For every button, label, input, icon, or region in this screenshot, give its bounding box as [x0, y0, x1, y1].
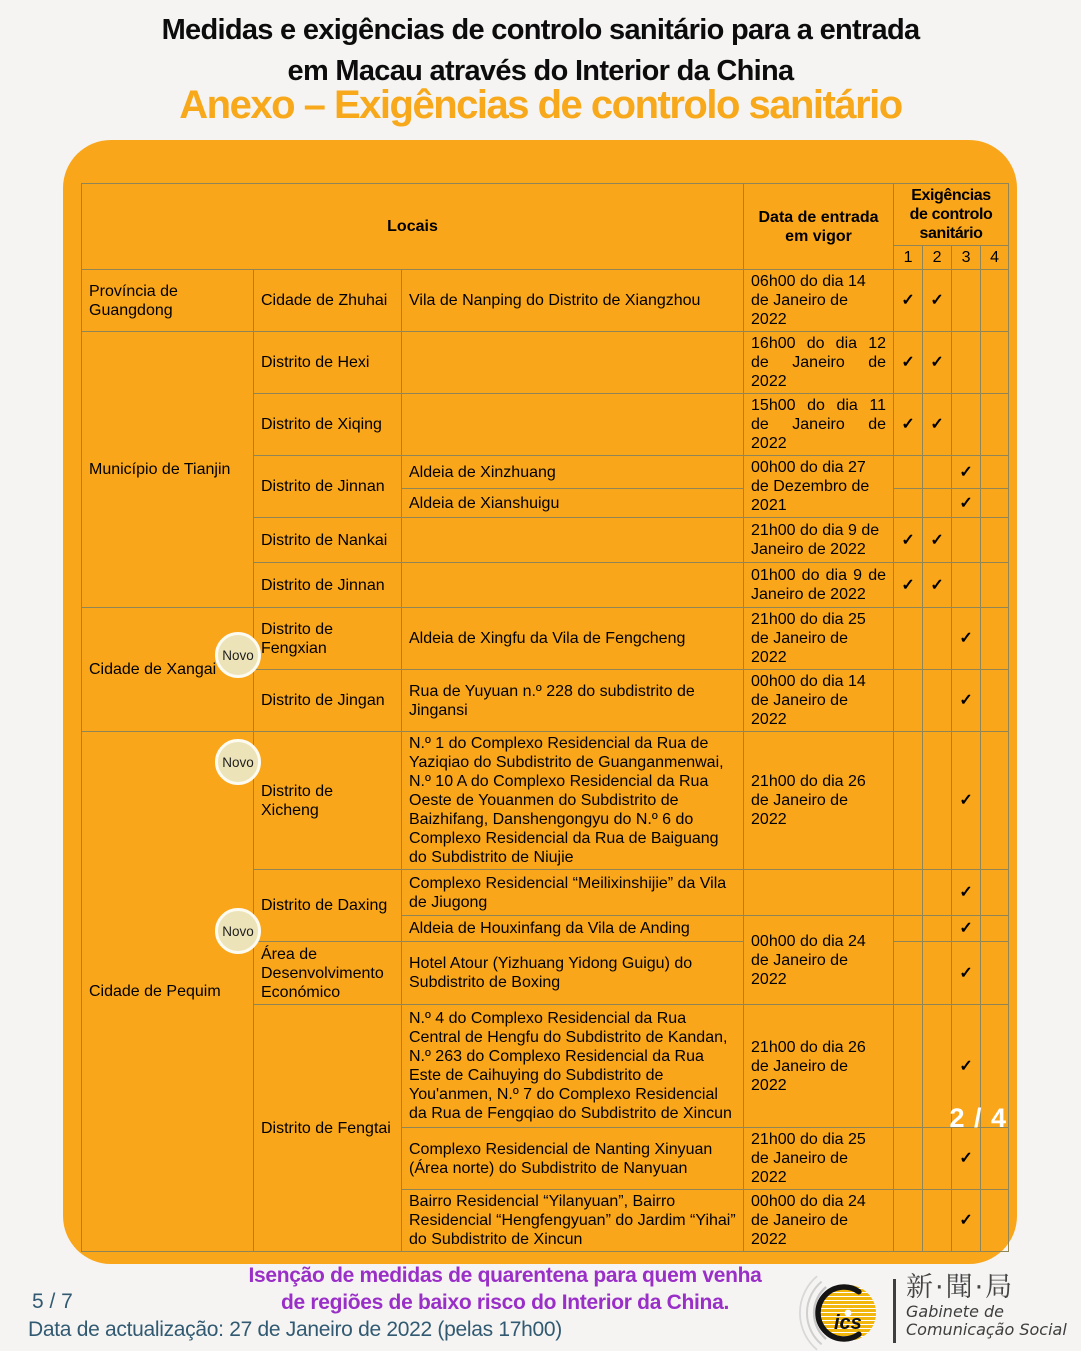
check-cell-1	[894, 670, 923, 732]
check-cell-3: ✓	[952, 1005, 981, 1128]
province-cell: Município de Tianjin	[82, 332, 254, 608]
col-header-date: Data de entrada em vigor	[744, 184, 894, 270]
check-cell-1	[894, 489, 923, 518]
check-cell-2	[923, 1005, 952, 1128]
place-cell: Complexo Residencial de Nanting Xinyuan (Área norte) do Subdistrito de Nanyuan	[402, 1128, 744, 1190]
district-cell: Distrito de Fengtai	[254, 1005, 402, 1252]
req-col-2: 2	[923, 246, 952, 270]
place-cell	[402, 394, 744, 456]
update-date: Data de actualização: 27 de Janeiro de 2022 (pelas 17h00)	[28, 1318, 562, 1341]
logo-pt-name-line-1: Gabinete de	[906, 1302, 1004, 1321]
table-row	[82, 332, 1009, 394]
check-cell-1: ✓	[894, 270, 923, 332]
place-cell: Vila de Nanping do Distrito de Xiangzhou	[402, 270, 744, 332]
district-cell: Distrito de Jinnan	[254, 456, 402, 518]
place-cell: Bairro Residencial “Yilanyuan”, Bairro Residencial “Hengfengyuan” do Jardim “Yihai” do Subdistrito de Xincun	[402, 1190, 744, 1252]
district-cell: Distrito de Jingan	[254, 670, 402, 732]
check-cell-4	[981, 1128, 1009, 1190]
doc-page-number: 5 / 7	[32, 1290, 73, 1313]
check-cell-3	[952, 394, 981, 456]
check-cell-2: ✓	[923, 394, 952, 456]
district-cell: Distrito de Xicheng	[254, 732, 402, 870]
date-cell: 21h00 do dia 26 de Janeiro de 2022	[744, 1005, 894, 1128]
title-line-1: Medidas e exigências de controlo sanitário para a entrada	[161, 14, 920, 46]
check-cell-3: ✓	[952, 916, 981, 942]
check-cell-4	[981, 270, 1009, 332]
check-cell-3	[952, 332, 981, 394]
check-cell-1	[894, 1005, 923, 1128]
date-cell: 00h00 do dia 24 de Janeiro de 2022	[744, 1190, 894, 1252]
check-cell-2	[923, 489, 952, 518]
exemption-note-line-1: Isenção de medidas de quarentena para quem venha	[248, 1264, 762, 1287]
check-cell-4	[981, 332, 1009, 394]
check-cell-4	[981, 670, 1009, 732]
col-header-requirements: Exigências de controlo sanitário	[894, 184, 1009, 246]
date-cell: 00h00 do dia 14 de Janeiro de 2022	[744, 670, 894, 732]
req-col-3: 3	[952, 246, 981, 270]
check-cell-4	[981, 1190, 1009, 1252]
page-title	[0, 10, 1081, 92]
check-cell-3: ✓	[952, 1190, 981, 1252]
check-cell-1	[894, 608, 923, 670]
check-cell-4	[981, 870, 1009, 916]
check-cell-4	[981, 518, 1009, 563]
sanitary-control-table	[81, 183, 1009, 1252]
check-cell-4	[981, 394, 1009, 456]
date-cell: 06h00 do dia 14 de Janeiro de 2022	[744, 270, 894, 332]
logo-pt-name-line-2: Comunicação Social	[906, 1320, 1067, 1339]
check-cell-3: ✓	[952, 732, 981, 870]
district-cell: Distrito de Jinnan	[254, 563, 402, 608]
annex-subtitle: Anexo – Exigências de controlo sanitário	[179, 83, 902, 127]
place-cell: Aldeia de Xianshuigu	[402, 489, 744, 518]
check-cell-1	[894, 456, 923, 489]
check-cell-3	[952, 563, 981, 608]
province-cell: Cidade de Xangai	[82, 608, 254, 732]
place-cell: Complexo Residencial “Meilixinshijie” da Vila de Jiugong	[402, 870, 744, 916]
check-cell-4	[981, 563, 1009, 608]
date-cell: 00h00 do dia 27 de Dezembro de 2021	[744, 456, 894, 518]
orange-panel	[63, 140, 1017, 1264]
check-cell-1	[894, 916, 923, 942]
province-cell: Cidade de Pequim	[82, 732, 254, 1252]
check-cell-2	[923, 942, 952, 1005]
req-col-4: 4	[981, 246, 1009, 270]
exemption-note	[180, 1262, 830, 1316]
logo-divider	[893, 1279, 896, 1343]
check-cell-2: ✓	[923, 518, 952, 563]
check-cell-4	[981, 942, 1009, 1005]
check-cell-2	[923, 456, 952, 489]
check-cell-4	[981, 489, 1009, 518]
district-cell: Distrito de Xiqing	[254, 394, 402, 456]
place-cell	[402, 518, 744, 563]
check-cell-2: ✓	[923, 332, 952, 394]
province-cell: Província de Guangdong	[82, 270, 254, 332]
check-cell-4	[981, 608, 1009, 670]
check-cell-3: ✓	[952, 942, 981, 1005]
check-cell-2	[923, 608, 952, 670]
check-cell-1: ✓	[894, 394, 923, 456]
date-cell	[744, 870, 894, 916]
novo-badge: Novo	[215, 632, 261, 678]
check-cell-4	[981, 916, 1009, 942]
place-cell: N.º 1 do Complexo Residencial da Rua de Yaziqiao do Subdistrito de Guanganmenwai, N.º 10 A do Complexo Residencial da Rua Oeste de Youanmen do Subdistrito de Baizhifang, Danshengongyu do N.º 6 do Complexo Residencial da Rua de Baiguang do Subdistrito de Niujie	[402, 732, 744, 870]
district-cell: Distrito de Fengxian	[254, 608, 402, 670]
date-cell: 16h00 do dia 12 de Janeiro de 2022	[744, 332, 894, 394]
date-cell: 21h00 do dia 9 de Janeiro de 2022	[744, 518, 894, 563]
check-cell-1: ✓	[894, 332, 923, 394]
req-col-1: 1	[894, 246, 923, 270]
place-cell: N.º 4 do Complexo Residencial da Rua Central de Hengfu do Subdistrito de Kandan, N.º 263 do Complexo Residencial da Rua Este de Caihuying do Subdistrito de You'anmen, N.º 7 do Complexo Residencial da Rua de Fengqiao do Subdistrito de Xincun	[402, 1005, 744, 1128]
place-cell: Aldeia de Xinzhuang	[402, 456, 744, 489]
check-cell-2: ✓	[923, 563, 952, 608]
date-cell: 21h00 do dia 25 de Janeiro de 2022	[744, 608, 894, 670]
check-cell-1: ✓	[894, 518, 923, 563]
check-cell-1	[894, 1190, 923, 1252]
district-cell: Cidade de Zhuhai	[254, 270, 402, 332]
place-cell: Aldeia de Houxinfang da Vila de Anding	[402, 916, 744, 942]
check-cell-3: ✓	[952, 1128, 981, 1190]
check-cell-2	[923, 670, 952, 732]
check-cell-1	[894, 870, 923, 916]
check-cell-1	[894, 732, 923, 870]
district-cell: Área de Desenvolvimento Económico	[254, 942, 402, 1005]
date-cell: 01h00 do dia 9 de Janeiro de 2022	[744, 563, 894, 608]
logo-text-block	[906, 1273, 1067, 1339]
check-cell-2	[923, 732, 952, 870]
date-cell: 21h00 do dia 25 de Janeiro de 2022	[744, 1128, 894, 1190]
check-cell-2	[923, 1190, 952, 1252]
date-cell: 00h00 do dia 24 de Janeiro de 2022	[744, 916, 894, 1005]
col-header-locais: Locais	[82, 184, 744, 270]
date-cell: 21h00 do dia 26 de Janeiro de 2022	[744, 732, 894, 870]
place-cell	[402, 332, 744, 394]
logo-sound-waves-icon	[795, 1266, 895, 1351]
check-cell-3	[952, 518, 981, 563]
table-page-indicator: 2 / 4	[949, 1103, 1007, 1133]
place-cell	[402, 563, 744, 608]
check-cell-4	[981, 732, 1009, 870]
check-cell-3: ✓	[952, 870, 981, 916]
check-cell-1	[894, 1128, 923, 1190]
place-cell: Rua de Yuyuan n.º 228 do subdistrito de Jingansi	[402, 670, 744, 732]
logo-chinese-name: 新·聞·局	[906, 1272, 1015, 1303]
district-cell: Distrito de Hexi	[254, 332, 402, 394]
novo-badge: Novo	[215, 908, 261, 954]
gcs-logo	[795, 1266, 1081, 1351]
check-cell-4	[981, 456, 1009, 489]
table-row	[82, 270, 1009, 332]
place-cell: Hotel Atour (Yizhuang Yidong Guigu) do Subdistrito de Boxing	[402, 942, 744, 1005]
check-cell-2: ✓	[923, 270, 952, 332]
check-cell-2	[923, 1128, 952, 1190]
check-cell-2	[923, 916, 952, 942]
check-cell-1	[894, 942, 923, 1005]
check-cell-3	[952, 270, 981, 332]
date-cell: 15h00 do dia 11 de Janeiro de 2022	[744, 394, 894, 456]
check-cell-3: ✓	[952, 456, 981, 489]
check-cell-3: ✓	[952, 608, 981, 670]
check-cell-3: ✓	[952, 670, 981, 732]
check-cell-1: ✓	[894, 563, 923, 608]
check-cell-3: ✓	[952, 489, 981, 518]
district-cell: Distrito de Daxing	[254, 870, 402, 942]
check-cell-2	[923, 870, 952, 916]
place-cell: Aldeia de Xingfu da Vila de Fengcheng	[402, 608, 744, 670]
district-cell: Distrito de Nankai	[254, 518, 402, 563]
title-line-2: em Macau através do Interior da China	[287, 55, 794, 87]
novo-badge: Novo	[215, 739, 261, 785]
exemption-note-line-2: de regiões de baixo risco do Interior da China.	[280, 1291, 729, 1314]
logo-ics-text: ics	[834, 1312, 862, 1334]
